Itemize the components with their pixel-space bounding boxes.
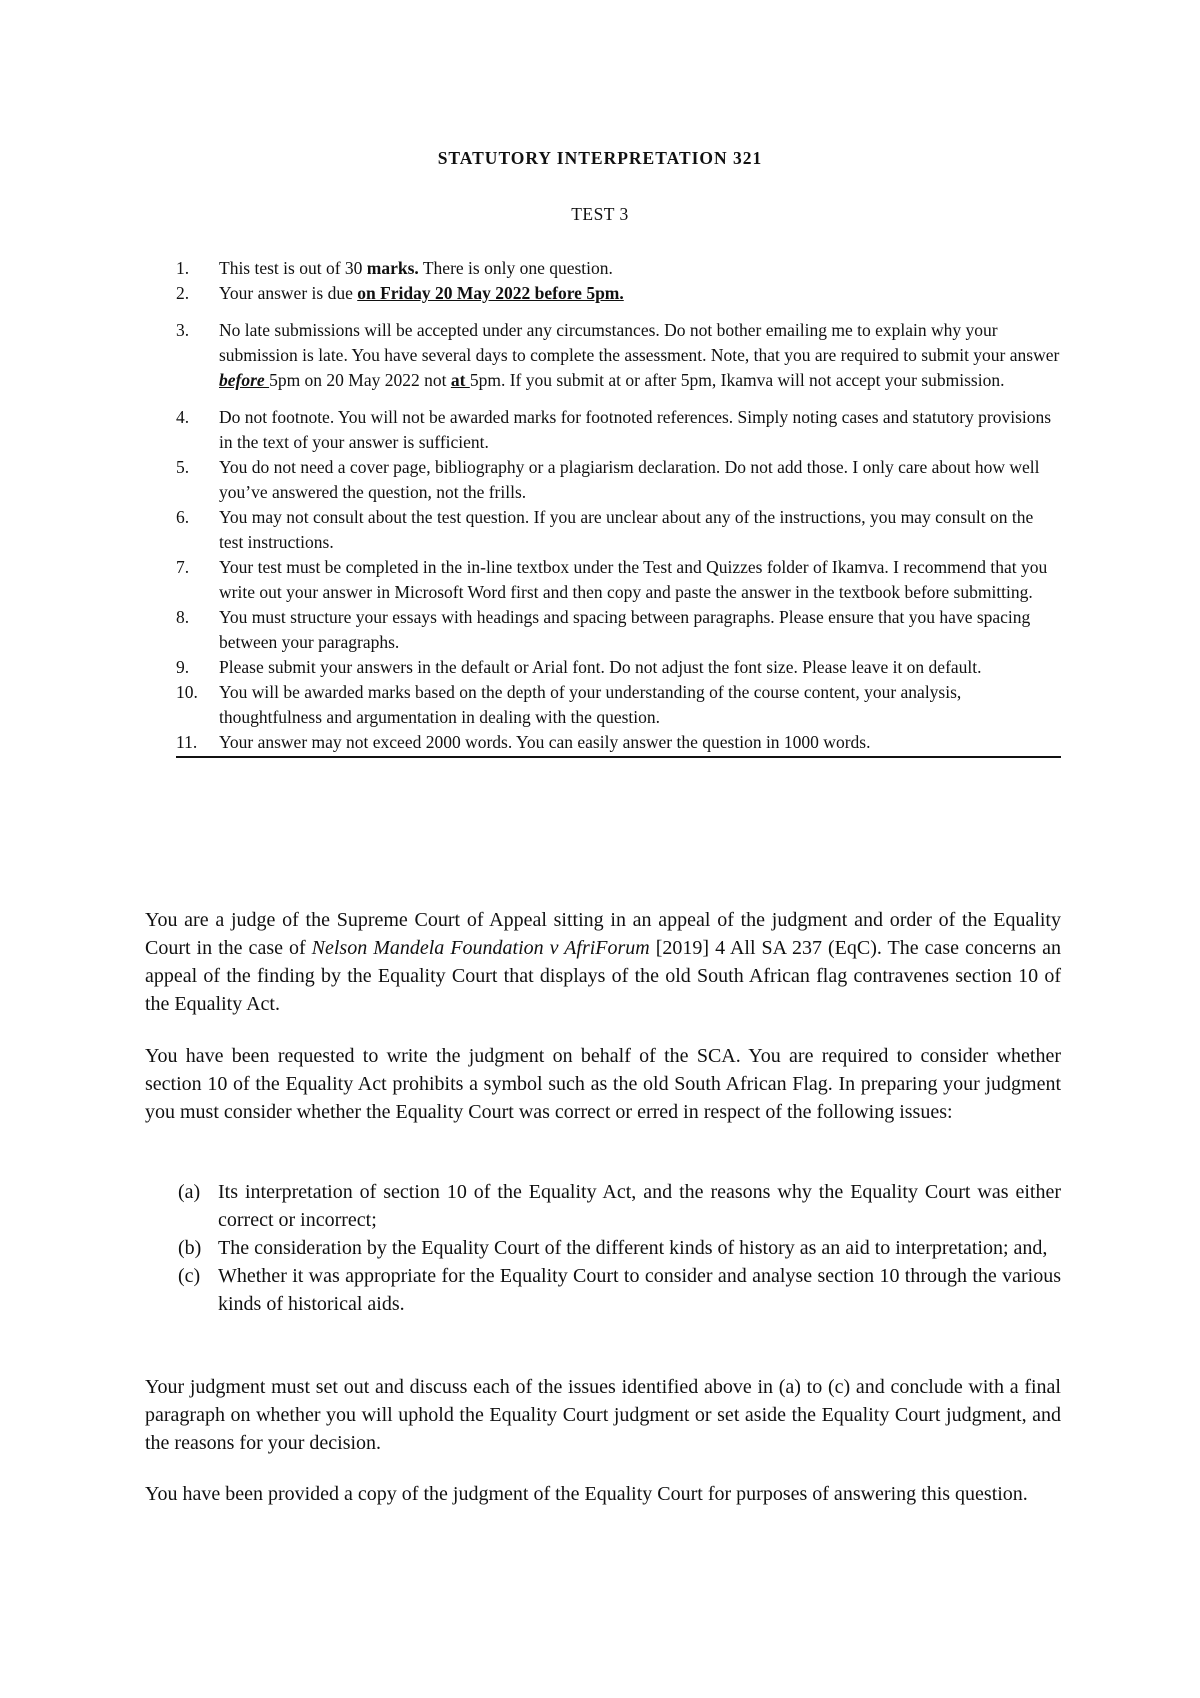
issues-list	[178, 1178, 1061, 1318]
document-title: STATUTORY INTERPRETATION 321	[437, 148, 763, 168]
text-run: There is only one question.	[418, 258, 613, 278]
text-run: Your answer may not exceed 2000 words. You can easily answer the question in 1000 words.	[219, 732, 871, 752]
issue-label: (c)	[178, 1265, 201, 1287]
text-run: Your test must be completed in the in-line textbox under the Test and Quizzes folder of Ikamva. I recommend that you write out your answer in Microsoft Word first and then copy and paste the answer in the textbook before submitting.	[219, 557, 1048, 602]
instruction-text	[219, 283, 624, 303]
instructions-list	[176, 256, 1061, 758]
text-run: This test is out of 30	[219, 258, 367, 278]
task-paragraph: You have been requested to write the judgment on behalf of the SCA. You are required to consider whether section 10 of the Equality Act prohibits a symbol such as the old South African Flag. In preparing your judgment you must consider whether the Equality Court was correct or erred in respect of the following issues:	[145, 1045, 1061, 1123]
text-run: marks.	[366, 258, 419, 278]
document-subtitle: TEST 3	[571, 204, 629, 224]
instruction-number: 9.	[176, 657, 190, 677]
instruction-number: 7.	[176, 557, 190, 577]
instruction-item	[176, 680, 1061, 730]
instruction-text	[219, 320, 1059, 390]
instruction-number: 3.	[176, 320, 190, 340]
instruction-item	[176, 655, 1061, 680]
issue-text: The consideration by the Equality Court of the different kinds of history as an aid to interpretation; and,	[218, 1237, 1048, 1259]
text-run: You will be awarded marks based on the depth of your understanding of the course content, your analysis, thoughtfulness and argumentation in dealing with the question.	[219, 682, 962, 727]
instruction-item	[176, 505, 1061, 555]
issue-item	[178, 1262, 1061, 1318]
instruction-text	[219, 607, 1030, 652]
judgment-requirements-paragraph: Your judgment must set out and discuss each of the issues identified above in (a) to (c) and conclude with a final paragraph on whether you will uphold the Equality Court judgment or set aside the Equality Court judgment, and the reasons for your decision.	[145, 1376, 1061, 1454]
instruction-text	[219, 407, 1051, 452]
instruction-number: 5.	[176, 457, 190, 477]
instruction-item	[176, 730, 1061, 758]
instruction-item	[176, 281, 1061, 306]
text-run: at	[450, 370, 470, 390]
instruction-text	[219, 682, 961, 727]
scenario-paragraph	[145, 906, 1061, 1018]
issue-text: Its interpretation of section 10 of the Equality Act, and the reasons why the Equality Court was either correct or incorrect;	[218, 1181, 1061, 1231]
instruction-text	[219, 732, 870, 752]
instruction-number: 1.	[176, 258, 190, 278]
instruction-number: 8.	[176, 607, 190, 627]
instruction-item	[176, 555, 1061, 605]
instruction-item	[176, 455, 1061, 505]
text-run: before	[219, 370, 270, 390]
instruction-number: 10.	[176, 682, 198, 702]
text-run: Do not footnote. You will not be awarded marks for footnoted references. Simply noting cases and statutory provisions in the text of your answer is sufficient.	[219, 407, 1052, 452]
text-run: on Friday 20 May 2022 before 5pm.	[357, 283, 624, 303]
instruction-number: 11.	[176, 732, 198, 752]
instruction-text	[219, 457, 1040, 502]
instruction-item	[176, 605, 1061, 655]
instruction-number: 4.	[176, 407, 190, 427]
instruction-item	[176, 318, 1061, 393]
issue-label: (b)	[178, 1237, 202, 1259]
text-run: [2019] 4 All SA 237 (EqC). The case concerns an appeal of the finding by the Equality Court that displays of the old South African flag contravenes section 10 of the Equality Act.	[145, 937, 1061, 1015]
instruction-number: 2.	[176, 283, 190, 303]
issue-text: Whether it was appropriate for the Equality Court to consider and analyse section 10 through the various kinds of historical aids.	[218, 1265, 1061, 1315]
text-run: You must structure your essays with headings and spacing between paragraphs. Please ensure that you have spacing between your paragraphs.	[219, 607, 1031, 652]
issue-item	[178, 1178, 1061, 1234]
instruction-text	[219, 557, 1047, 602]
text-run: You may not consult about the test question. If you are unclear about any of the instructions, you may consult on the test instructions.	[219, 507, 1034, 552]
text-run: Your answer is due	[219, 283, 358, 303]
instruction-text	[219, 657, 982, 677]
issue-item	[178, 1234, 1061, 1262]
instruction-item	[176, 405, 1061, 455]
text-run: Nelson Mandela Foundation v AfriForum	[311, 937, 650, 959]
instruction-text	[219, 258, 613, 278]
instruction-item	[176, 256, 1061, 281]
text-run: No late submissions will be accepted under any circumstances. Do not bother emailing me to explain why your submission is late. You have several days to complete the assessment. Note, that you are required to submit your answer	[219, 320, 1060, 365]
instruction-text	[219, 507, 1033, 552]
text-run: Please submit your answers in the default or Arial font. Do not adjust the font size. Please leave it on default.	[219, 657, 982, 677]
text-run: You do not need a cover page, bibliography or a plagiarism declaration. Do not add those. I only care about how well you’ve answered the question, not the frills.	[219, 457, 1040, 502]
text-run: You are a judge of the Supreme Court of Appeal sitting in an appeal of the judgment and order of the Equality Court in the case of	[145, 909, 1061, 959]
instruction-number: 6.	[176, 507, 190, 527]
issue-label: (a)	[178, 1181, 201, 1203]
materials-paragraph: You have been provided a copy of the judgment of the Equality Court for purposes of answering this question.	[145, 1483, 1028, 1505]
text-run: 5pm on 20 May 2022 not	[269, 370, 451, 390]
text-run: 5pm. If you submit at or after 5pm, Ikamva will not accept your submission.	[469, 370, 1005, 390]
